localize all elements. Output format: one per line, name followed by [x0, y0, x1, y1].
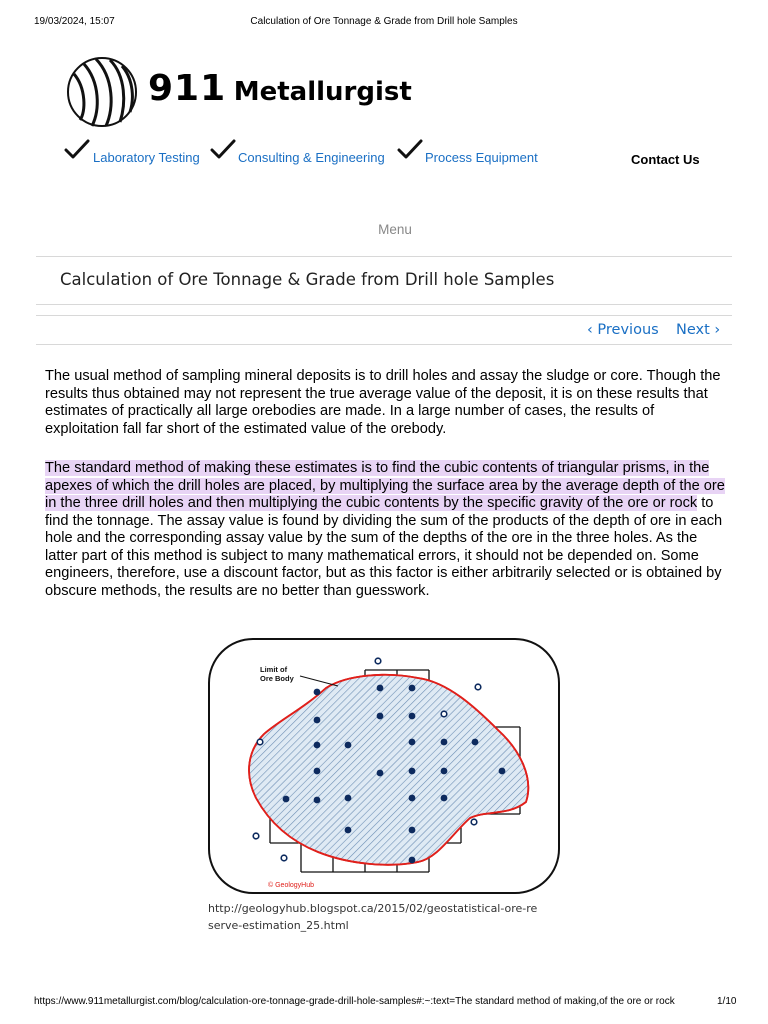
chevron-right-icon: ›	[709, 322, 721, 338]
print-doc-title: Calculation of Ore Tonnage & Grade from Drill hole Samples	[250, 16, 518, 27]
divider	[36, 304, 732, 305]
nav-consulting-engineering[interactable]: Consulting & Engineering	[238, 150, 385, 165]
figure-credit: © GeologyHub	[268, 882, 315, 889]
figure-caption-link[interactable]: http://geologyhub.blogspot.ca/2015/02/geostatistical-ore-reserve-estimation_25.html	[208, 902, 538, 932]
brand-name: Metallurgist	[233, 77, 412, 107]
next-label: Next	[676, 322, 710, 338]
nav-laboratory-testing[interactable]: Laboratory Testing	[93, 150, 200, 165]
nav-process-equipment[interactable]: Process Equipment	[425, 150, 538, 165]
highlighted-text: The standard method of making these estimates is to find the cubic contents of triangular prisms, in the apexes of which the drill holes are placed, by multiplying the surface area by the average depth of the ore in the three drill holes and then multiplying the cubic contents by the specific gravity of the ore or rock	[45, 460, 725, 511]
logo-globe-icon[interactable]	[64, 54, 144, 130]
ore-body-figure	[208, 638, 560, 894]
ore-body-label-2: Ore Body	[260, 674, 294, 683]
chevron-left-icon: ‹	[587, 322, 598, 338]
check-icon	[210, 138, 236, 165]
brand-number: 911	[148, 68, 227, 109]
page-title: Calculation of Ore Tonnage & Grade from Drill hole Samples	[60, 270, 555, 289]
check-icon	[64, 138, 90, 165]
paragraph-1: The usual method of sampling mineral deposits is to drill holes and assay the sludge or core. Though the results thus obtained may not represent the true average value of the deposit, it is on these results that estimates of practically all large orebodies are made. In a large number of cases, the results of exploitation fall far short of the estimated value of the orebody.	[45, 368, 721, 437]
divider	[36, 315, 732, 316]
print-datetime: 19/03/2024, 15:07	[34, 16, 115, 27]
check-icon	[397, 138, 423, 165]
previous-link[interactable]	[587, 322, 659, 338]
divider	[36, 256, 732, 257]
contact-us-link[interactable]: Contact Us	[631, 152, 700, 167]
menu-button[interactable]: Menu	[378, 222, 412, 237]
previous-label: Previous	[597, 322, 659, 338]
print-page-number: 1/10	[717, 996, 737, 1007]
print-url: https://www.911metallurgist.com/blog/calculation-ore-tonnage-grade-drill-hole-samples#:~:text=The standard method of making,of the ore or rock	[34, 996, 675, 1007]
divider	[36, 344, 732, 345]
brand-wordmark[interactable]	[148, 68, 412, 109]
paragraph-2	[45, 460, 726, 600]
next-link[interactable]	[676, 322, 720, 338]
paragraph-2-rest: to find the tonnage. The assay value is found by dividing the sum of the products of the depth of ore in each hole and the corresponding assay value by the sum of the depths of the ore in the three holes. As the latter part of this method is subject to many mathematical errors, it should not be depended on. Some engineers, therefore, use a discount factor, but as this factor is either arbitrarily selected or is obtained by obscure methods, the results are no better than guesswork.	[45, 495, 723, 599]
ore-body-label: Limit of	[260, 665, 288, 674]
